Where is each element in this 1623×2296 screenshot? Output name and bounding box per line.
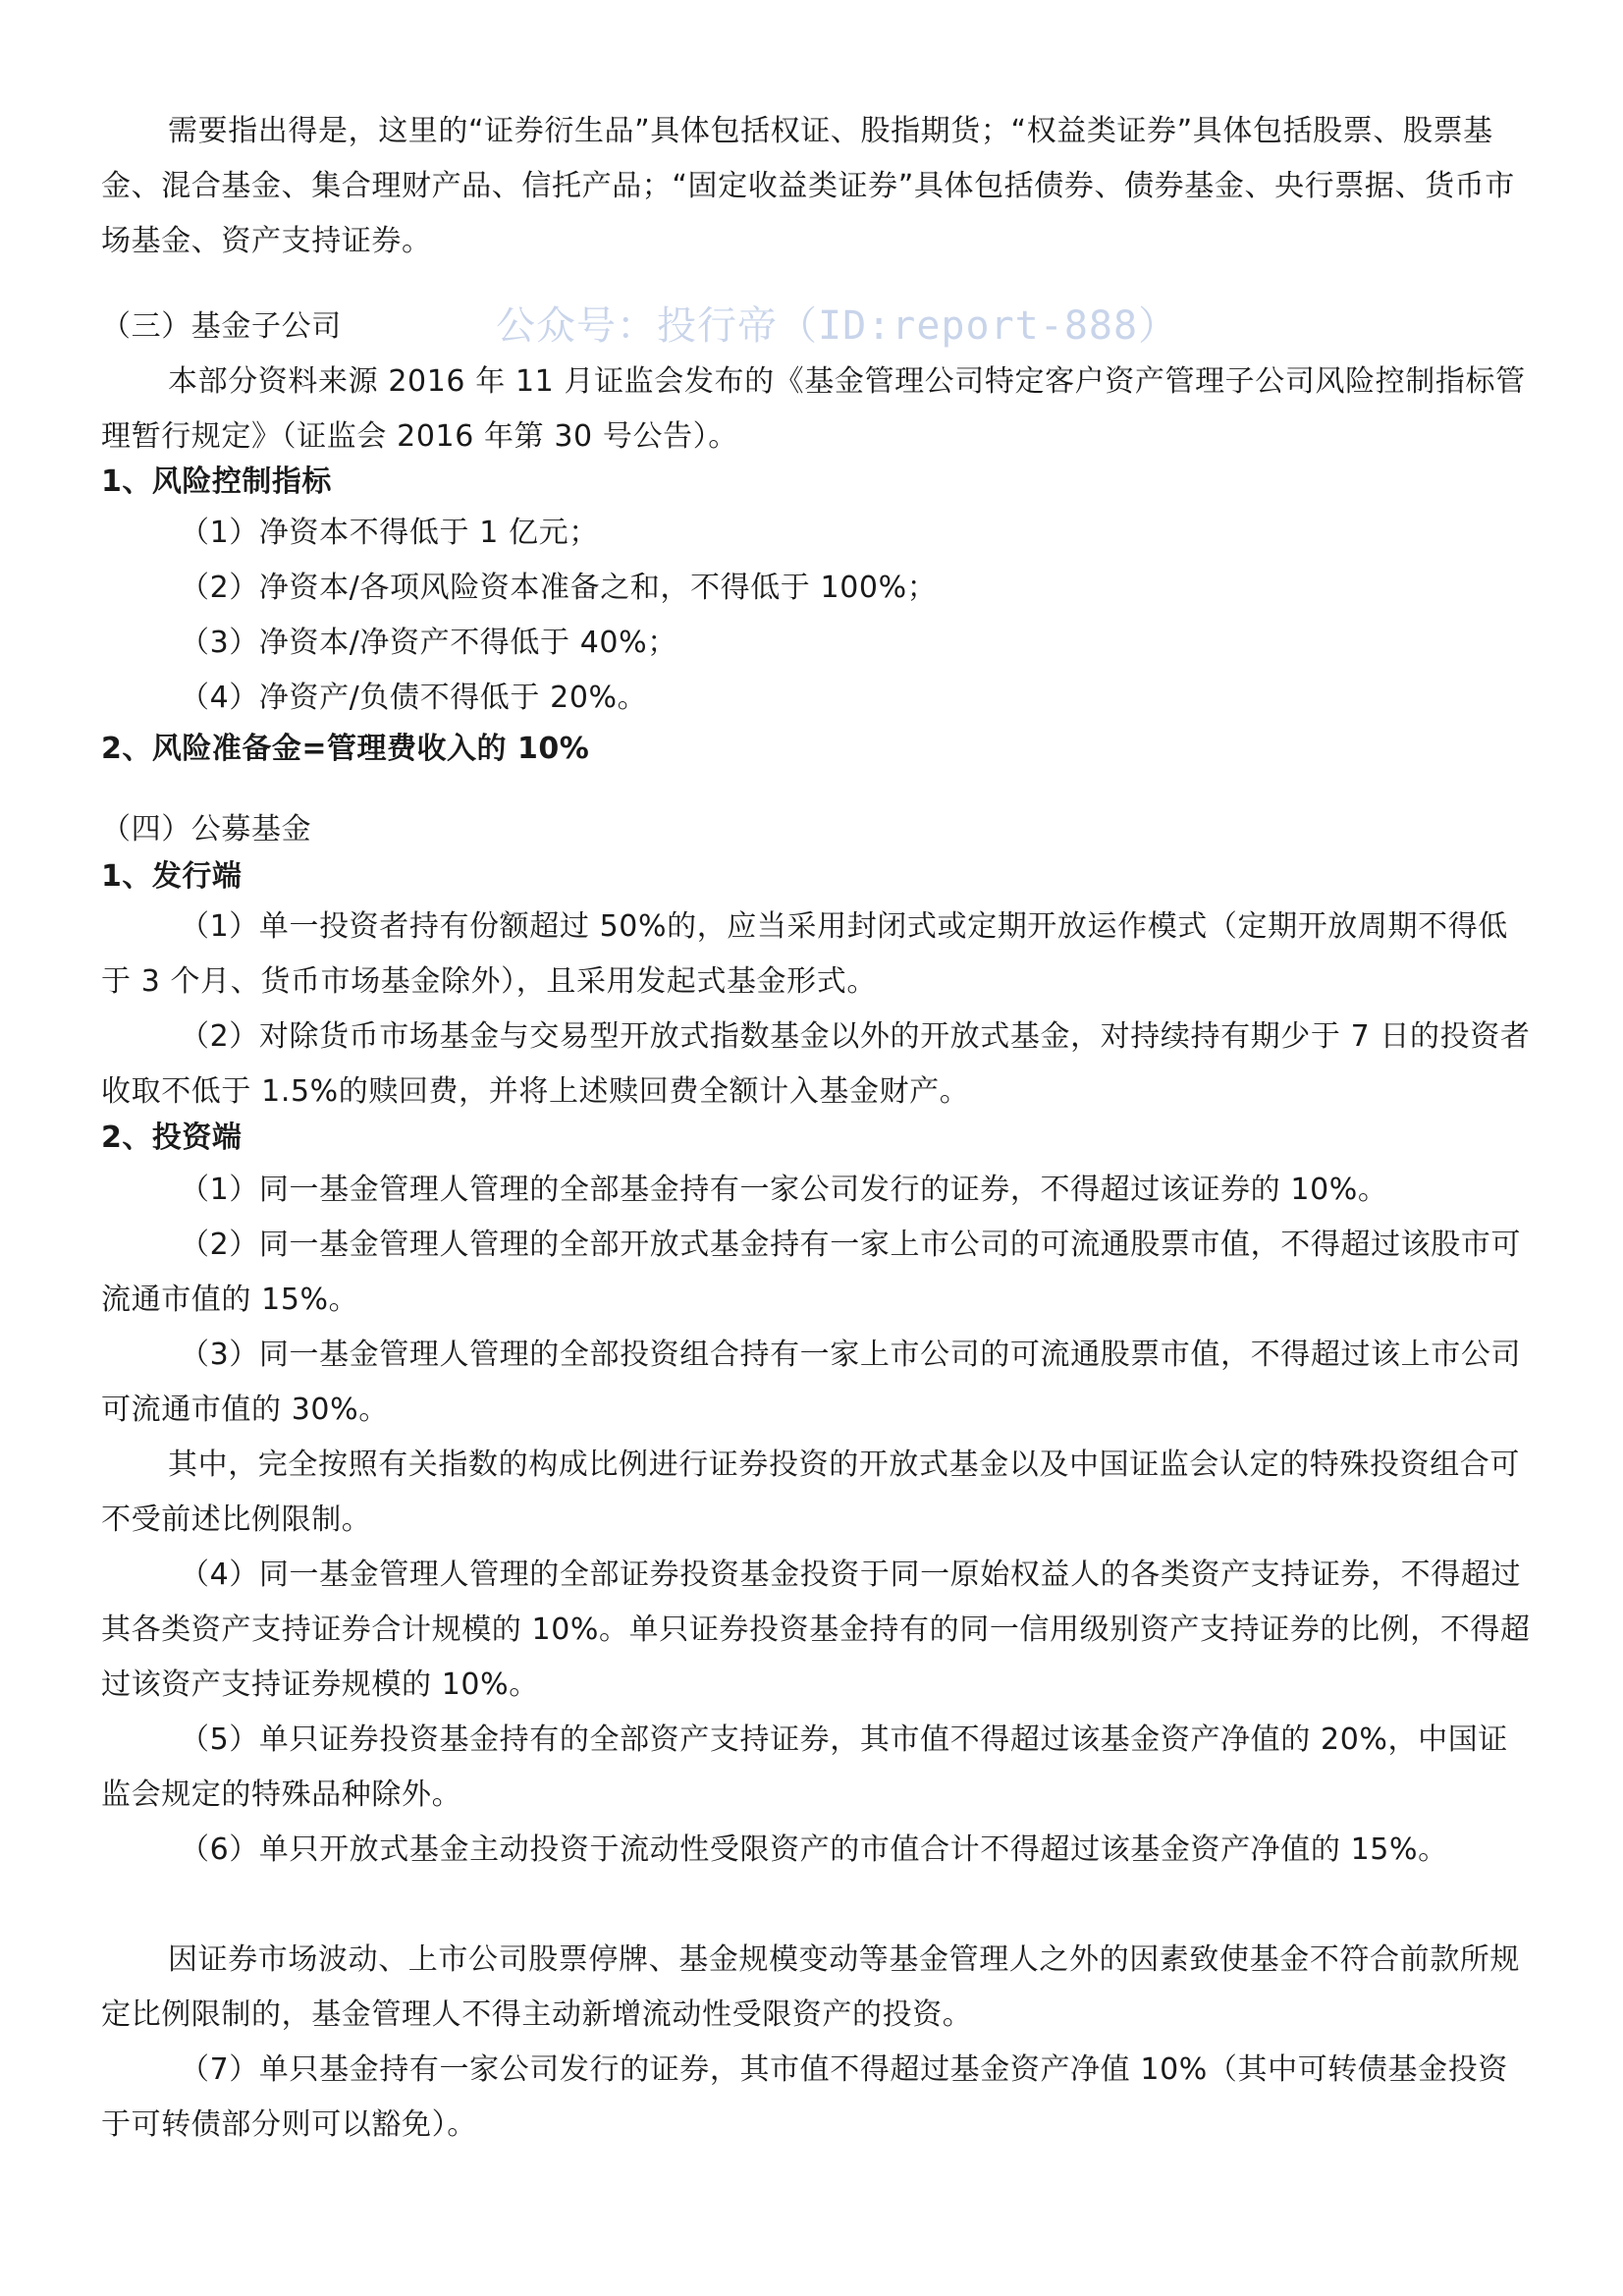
intro-paragraph: 需要指出得是，这里的“证券衍生品”具体包括权证、股指期货；“权益类证券”具体包括股票、股票基金、混合基金、集合理财产品、信托产品；“固定收益类证券”具体包括债券、债券基金、央行票据、货币市场基金、资产支持证券。 xyxy=(101,114,1515,258)
section-4-heading-invest: 2、投资端 xyxy=(101,1121,243,1155)
section-4-heading-issue: 1、发行端 xyxy=(101,859,243,894)
invest-item-3: （3）同一基金管理人管理的全部投资组合持有一家上市公司的可流通股票市值，不得超过该上市公司可流通市值的 30%。 xyxy=(101,1338,1522,1427)
invest-note-liquidity: 因证券市场波动、上市公司股票停牌、基金规模变动等基金管理人之外的因素致使基金不符合前款所规定比例限制的，基金管理人不得主动新增流动性受限资产的投资。 xyxy=(101,1942,1520,2032)
issue-item-2: （2）对除货币市场基金与交易型开放式指数基金以外的开放式基金，对持续持有期少于 7 日的投资者收取不低于 1.5%的赎回费，并将上述赎回费全额计入基金财产。 xyxy=(101,1019,1531,1109)
section-3-heading-risk-indicators: 1、风险控制指标 xyxy=(101,465,332,499)
invest-item-6: （6）单只开放式基金主动投资于流动性受限资产的市值合计不得超过该基金资产净值的 15%。 xyxy=(180,1832,1448,1867)
section-3-title: （三）基金子公司 xyxy=(101,309,342,344)
invest-note-exemption: 其中，完全按照有关指数的构成比例进行证券投资的开放式基金以及中国证监会认定的特殊投资组合可不受前述比例限制。 xyxy=(101,1448,1520,1537)
invest-item-1: （1）同一基金管理人管理的全部基金持有一家公司发行的证券，不得超过该证券的 10%。 xyxy=(180,1173,1388,1207)
section-3-heading-reserve: 2、风险准备金=管理费收入的 10% xyxy=(101,732,590,766)
invest-item-7: （7）单只基金持有一家公司发行的证券，其市值不得超过基金资产净值 10%（其中可转债基金投资于可转债部分则可以豁免）。 xyxy=(101,2052,1508,2142)
risk-item-4: （4）净资产/负债不得低于 20%。 xyxy=(180,681,648,715)
section-3-source: 本部分资料来源 2016 年 11 月证监会发布的《基金管理公司特定客户资产管理子公司风险控制指标管理暂行规定》（证监会 2016 年第 30 号公告）。 xyxy=(101,364,1526,454)
invest-item-5: （5）单只证券投资基金持有的全部资产支持证券，其市值不得超过该基金资产净值的 20%，中国证监会规定的特殊品种除外。 xyxy=(101,1722,1508,1812)
risk-item-2: （2）净资本/各项风险资本准备之和，不得低于 100%； xyxy=(180,571,938,605)
risk-item-1: （1）净资本不得低于 1 亿元； xyxy=(180,516,599,550)
watermark-text: 公众号：投行帝（ID:report-888） xyxy=(496,303,1179,349)
section-4-title: （四）公募基金 xyxy=(101,812,312,847)
risk-item-3: （3）净资本/净资产不得低于 40%； xyxy=(180,626,677,660)
invest-item-2: （2）同一基金管理人管理的全部开放式基金持有一家上市公司的可流通股票市值，不得超过该股市可流通市值的 15%。 xyxy=(101,1228,1522,1317)
invest-item-4: （4）同一基金管理人管理的全部证券投资基金投资于同一原始权益人的各类资产支持证券，不得超过其各类资产支持证券合计规模的 10%。单只证券投资基金持有的同一信用级别资产支持证券的比例，不得超过该资产支持证券规模的 10%。 xyxy=(101,1558,1531,1702)
issue-item-1: （1）单一投资者持有份额超过 50%的，应当采用封闭式或定期开放运作模式（定期开放周期不得低于 3 个月、货币市场基金除外），且采用发起式基金形式。 xyxy=(101,909,1508,999)
